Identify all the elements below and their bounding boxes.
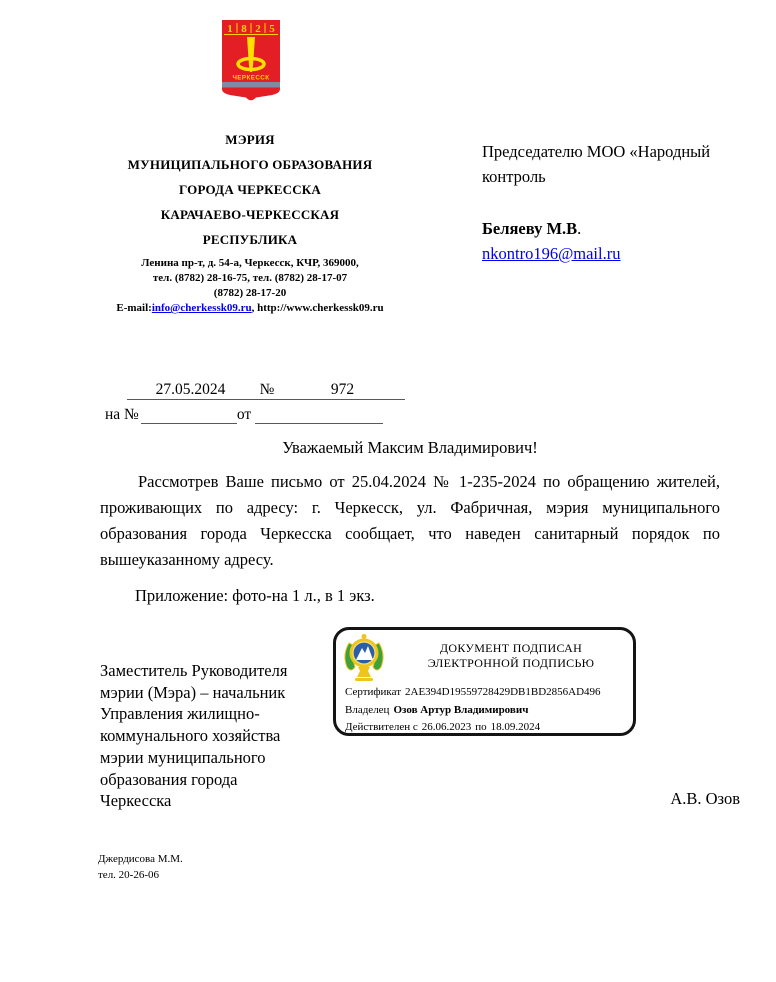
sender-letterhead [88,127,412,316]
year-digit: 2 [255,23,261,35]
recipient-block [482,139,757,266]
e-signature-stamp [333,627,636,736]
recipient-name [482,216,757,241]
sender-org-line: МЭРИЯ [225,132,275,147]
valid-to-date: 18.09.2024 [490,721,541,733]
certificate-value: 2AE394D19559728429DB1BD2856AD496 [405,686,601,698]
signer-position-line: Управления жилищно- [100,704,260,724]
salutation: Уважаемый Максим Владимирович! [282,438,538,457]
recipient-title-line: Председателю МОО «Народный [482,142,711,161]
recipient-name-period: . [577,219,582,238]
stamp-title-line: ЭЛЕКТРОННОЙ ПОДПИСЬЮ [427,656,595,670]
reference-block [105,381,405,424]
year-digit: 8 [241,23,247,35]
letter-date: 27.05.2024 [127,381,254,400]
sender-address-line: тел. (8782) 28-16-75, тел. (8782) 28-17-07 [152,272,348,284]
owner-value: Озов Артур Владимирович [393,703,529,716]
signer-position-line: образования города [100,769,238,789]
valid-to-label: по [475,721,487,733]
valid-label: Действителен с [345,721,418,733]
city-name-label: ЧЕРКЕССК [232,74,270,82]
signer-position-line: Заместитель Руководителя [100,661,288,680]
incoming-number-blank [141,423,237,424]
body-paragraph: Рассмотрев Ваше письмо от 25.04.2024 № 1-235-2024 по обращению жителей, проживающих по адресу: г. Черкесск, ул. Фабричная, мэрия муниципального образования города Черкесска сообщает, что наведен санитарный порядок по вышеуказанному адресу. [100,472,720,569]
signer-position-block [100,660,345,812]
executor-phone: тел. 20-26-06 [98,868,160,881]
recipient-name-text: Беляеву М.В [482,219,578,238]
arms-base [357,667,371,677]
sender-org-line: ГОРОДА ЧЕРКЕССКА [178,182,321,197]
stamp-title-line: ДОКУМЕНТ ПОДПИСАН [439,641,583,655]
sender-org-line: РЕСПУБЛИКА [202,232,298,247]
signer-position-line: мэрии (Мэра) – начальник [100,682,286,702]
year-digit: 1 [227,23,233,35]
signer-position-line: коммунального хозяйства [100,726,281,746]
incoming-date-blank [255,423,383,424]
kchr-coat-of-arms [341,633,387,683]
reference-row-in [105,403,405,424]
certificate-line [345,684,625,702]
silver-stripe [222,82,280,88]
owner-line [345,702,625,720]
executor-block [98,852,183,883]
sender-address-line: Ленина пр-т, д. 54-а, Черкесск, КЧР, 369000, [141,257,359,269]
stamp-title [389,630,633,671]
stamp-header [336,630,633,683]
letter-number: 972 [280,381,405,400]
sender-address [88,256,412,316]
cherkessk-coat-of-arms [222,20,280,106]
reference-row-out [127,381,405,400]
on-number-label: на № [105,406,139,423]
certificate-label: Сертификат [345,686,401,698]
email-prefix-label: E-mail: [116,302,152,314]
recipient-title-line: контроль [482,167,546,186]
sender-address-line: (8782) 28-17-20 [213,287,287,299]
signer-position-line: мэрии муниципального [100,747,266,767]
sender-org-line: КАРАЧАЕВО-ЧЕРКЕССКАЯ [160,207,340,222]
signer-position-line: Черкесска [100,791,172,811]
year-digit: 5 [269,23,275,35]
sender-email-link[interactable]: info@cherkessk09.ru [151,302,252,314]
signer-name: А.В. Озов [670,789,740,808]
sender-website: , http://www.cherkessk09.ru [251,302,384,314]
owner-label: Владелец [345,703,390,716]
sender-email-line [88,301,412,316]
shield-tip [222,88,280,101]
valid-from-date: 26.06.2023 [421,721,472,733]
attachment-line: Приложение: фото-на 1 л., в 1 экз. [135,586,375,605]
validity-line [345,719,625,737]
from-label: от [236,406,252,423]
sender-org-line: МУНИЦИПАЛЬНОГО ОБРАЗОВАНИЯ [127,157,373,172]
stamp-details [336,683,633,737]
executor-name: Джердисова М.М. [98,853,183,865]
number-sign: № [254,381,280,400]
recipient-email-link[interactable]: nkontro196@mail.ru [482,244,621,263]
